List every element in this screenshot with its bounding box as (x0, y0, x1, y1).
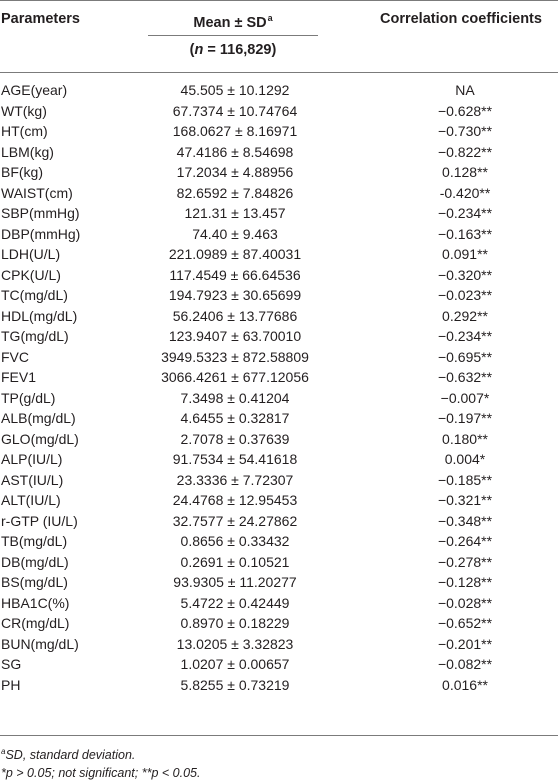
cell-correlation: −0.695** (437, 348, 493, 365)
cell-mean-sd: 82.6592 ± 7.84826 (176, 184, 294, 201)
table-row (0, 142, 558, 163)
table-bottom-rule (0, 735, 558, 736)
cell-correlation: −0.197** (437, 410, 493, 426)
cell-correlation: NA (455, 82, 475, 98)
cell-parameter: DBP(mmHg) (1, 225, 81, 242)
cell-mean-sd: 5.8255 ± 0.73219 (180, 676, 290, 693)
header-correlation: Correlation coefficients (380, 11, 542, 27)
table-row (0, 265, 558, 286)
header-footnote-marker: a (267, 13, 273, 23)
sample-size-value: = 116,829) (203, 42, 277, 58)
table-body (0, 80, 558, 695)
cell-mean-sd: 17.2034 ± 4.88956 (176, 164, 294, 180)
cell-parameter: AST(IU/L) (1, 471, 64, 488)
cell-parameter: SBP(mmHg) (1, 205, 80, 221)
cell-correlation: −0.028** (437, 594, 493, 611)
footnote-significance: *p > 0.05; not significant; **p < 0.05. (1, 766, 201, 780)
cell-parameter: BF(kg) (1, 164, 43, 180)
cell-mean-sd: 74.40 ± 9.463 (192, 225, 278, 242)
cell-correlation: 0.128** (442, 164, 488, 180)
table-row (0, 80, 558, 101)
cell-parameter: DB(mg/dL) (1, 553, 69, 570)
cell-correlation: −0.822** (437, 143, 493, 160)
cell-mean-sd: 194.7923 ± 30.65699 (168, 287, 302, 303)
header-parameters: Parameters (1, 11, 80, 27)
cell-mean-sd: 2.7078 ± 0.37639 (180, 430, 290, 447)
cell-correlation: −0.652** (437, 615, 493, 631)
cell-correlation: −0.730** (437, 123, 493, 139)
cell-correlation: 0.091** (442, 246, 488, 262)
table-row (0, 470, 558, 491)
table-row (0, 572, 558, 593)
cell-mean-sd: 0.8656 ± 0.33432 (180, 533, 290, 549)
table-row (0, 285, 558, 306)
cell-mean-sd: 47.4186 ± 8.54698 (176, 143, 294, 160)
table-row (0, 203, 558, 224)
cell-parameter: ALT(IU/L) (1, 492, 61, 508)
cell-correlation: −0.264** (437, 533, 493, 549)
table-row (0, 449, 558, 470)
cell-correlation: −0.185** (437, 471, 493, 488)
footnote-sd-text: SD, standard deviation. (5, 748, 136, 762)
cell-parameter: SG (1, 656, 22, 672)
cell-mean-sd: 23.3336 ± 7.72307 (176, 471, 294, 488)
cell-correlation: −0.320** (437, 266, 493, 283)
header-top-rule (0, 0, 558, 1)
cell-mean-sd: 3949.5323 ± 872.58809 (161, 348, 309, 365)
cell-parameter: HDL(mg/dL) (1, 307, 78, 324)
header-mean-sd (148, 9, 318, 32)
table-row (0, 326, 558, 347)
table-row (0, 408, 558, 429)
cell-parameter: TC(mg/dL) (1, 287, 68, 303)
cell-parameter: CR(mg/dL) (1, 615, 70, 631)
cell-parameter: FVC (1, 348, 29, 365)
table-row (0, 634, 558, 655)
header-mean-rule (148, 35, 318, 36)
footnote-sd (1, 744, 135, 763)
cell-mean-sd: 7.3498 ± 0.41204 (180, 389, 290, 406)
cell-mean-sd: 4.6455 ± 0.32817 (180, 410, 290, 426)
cell-mean-sd: 93.9305 ± 11.20277 (173, 574, 297, 590)
cell-parameter: WAIST(cm) (1, 184, 73, 201)
cell-mean-sd: 13.0205 ± 3.32823 (176, 635, 294, 652)
cell-parameter: LBM(kg) (1, 143, 54, 160)
table-row (0, 511, 558, 532)
cell-correlation: −0.128** (437, 574, 493, 590)
cell-parameter: HT(cm) (1, 123, 48, 139)
cell-mean-sd: 45.505 ± 10.1292 (180, 82, 290, 98)
table-row (0, 244, 558, 265)
cell-correlation: 0.016** (442, 676, 488, 693)
table-row (0, 654, 558, 675)
table-row (0, 388, 558, 409)
table-row (0, 490, 558, 511)
table-row (0, 101, 558, 122)
cell-parameter: ALB(mg/dL) (1, 410, 76, 426)
table-row (0, 306, 558, 327)
cell-parameter: TP(g/dL) (1, 389, 56, 406)
cell-mean-sd: 123.9407 ± 63.70010 (168, 328, 302, 344)
cell-correlation: −0.234** (437, 205, 493, 221)
header-sample-size (148, 41, 318, 59)
cell-mean-sd: 0.8970 ± 0.18229 (180, 615, 290, 631)
cell-correlation: −0.201** (437, 635, 493, 652)
table-row (0, 531, 558, 552)
table-row (0, 675, 558, 696)
cell-mean-sd: 1.0207 ± 0.00657 (180, 656, 290, 672)
cell-correlation: 0.180** (442, 430, 488, 447)
cell-mean-sd: 0.2691 ± 0.10521 (180, 553, 290, 570)
cell-mean-sd: 91.7534 ± 54.41618 (172, 451, 298, 467)
cell-mean-sd: 168.0627 ± 8.16971 (172, 123, 298, 139)
cell-parameter: LDH(U/L) (1, 246, 61, 262)
cell-parameter: HBA1C(%) (1, 594, 70, 611)
header-bottom-rule (0, 72, 558, 73)
cell-mean-sd: 32.7577 ± 24.27862 (172, 512, 298, 529)
table-row (0, 429, 558, 450)
cell-mean-sd: 5.4722 ± 0.42449 (180, 594, 290, 611)
cell-correlation: −0.278** (437, 553, 493, 570)
cell-parameter: TB(mg/dL) (1, 533, 68, 549)
sample-size-open-paren: ( (189, 42, 195, 58)
cell-parameter: PH (1, 676, 21, 693)
cell-correlation: −0.163** (437, 225, 493, 242)
cell-parameter: CPK(U/L) (1, 266, 61, 283)
cell-mean-sd: 117.4549 ± 66.64536 (169, 266, 301, 283)
cell-correlation: −0.082** (437, 656, 493, 672)
table-row (0, 224, 558, 245)
table-row (0, 367, 558, 388)
cell-parameter: GLO(mg/dL) (1, 430, 79, 447)
cell-correlation: −0.007* (440, 389, 490, 406)
cell-mean-sd: 121.31 ± 13.457 (184, 205, 286, 221)
cell-correlation: −0.321** (437, 492, 493, 508)
cell-mean-sd: 221.0989 ± 87.40031 (168, 246, 302, 262)
cell-parameter: ALP(IU/L) (1, 451, 63, 467)
cell-mean-sd: 24.4768 ± 12.95453 (172, 492, 298, 508)
cell-correlation: 0.004* (444, 451, 486, 467)
cell-correlation: −0.348** (437, 512, 493, 529)
cell-mean-sd: 3066.4261 ± 677.12056 (161, 369, 309, 385)
cell-correlation: −0.628** (437, 102, 493, 119)
cell-mean-sd: 67.7374 ± 10.74764 (172, 102, 298, 119)
cell-parameter: r-GTP (IU/L) (1, 512, 78, 529)
cell-parameter: FEV1 (1, 369, 37, 385)
table-row (0, 121, 558, 142)
cell-parameter: BS(mg/dL) (1, 574, 68, 590)
cell-parameter: AGE(year) (1, 82, 68, 98)
cell-correlation: −0.234** (437, 328, 493, 344)
cell-correlation: 0.292** (442, 307, 488, 324)
cell-correlation: −0.632** (437, 369, 493, 385)
table-row (0, 347, 558, 368)
cell-correlation: -0.420** (439, 184, 491, 201)
table-row (0, 593, 558, 614)
header-mean-sd-label: Mean ± SD (193, 15, 267, 31)
table-row (0, 162, 558, 183)
table-row (0, 552, 558, 573)
cell-parameter: TG(mg/dL) (1, 328, 69, 344)
cell-parameter: WT(kg) (1, 102, 47, 119)
cell-parameter: BUN(mg/dL) (1, 635, 79, 652)
sample-size-variable: n (194, 42, 204, 58)
table-row (0, 183, 558, 204)
cell-correlation: −0.023** (437, 287, 493, 303)
footnote-marker: a (1, 747, 6, 756)
table-row (0, 613, 558, 634)
cell-mean-sd: 56.2406 ± 13.77686 (172, 307, 298, 324)
